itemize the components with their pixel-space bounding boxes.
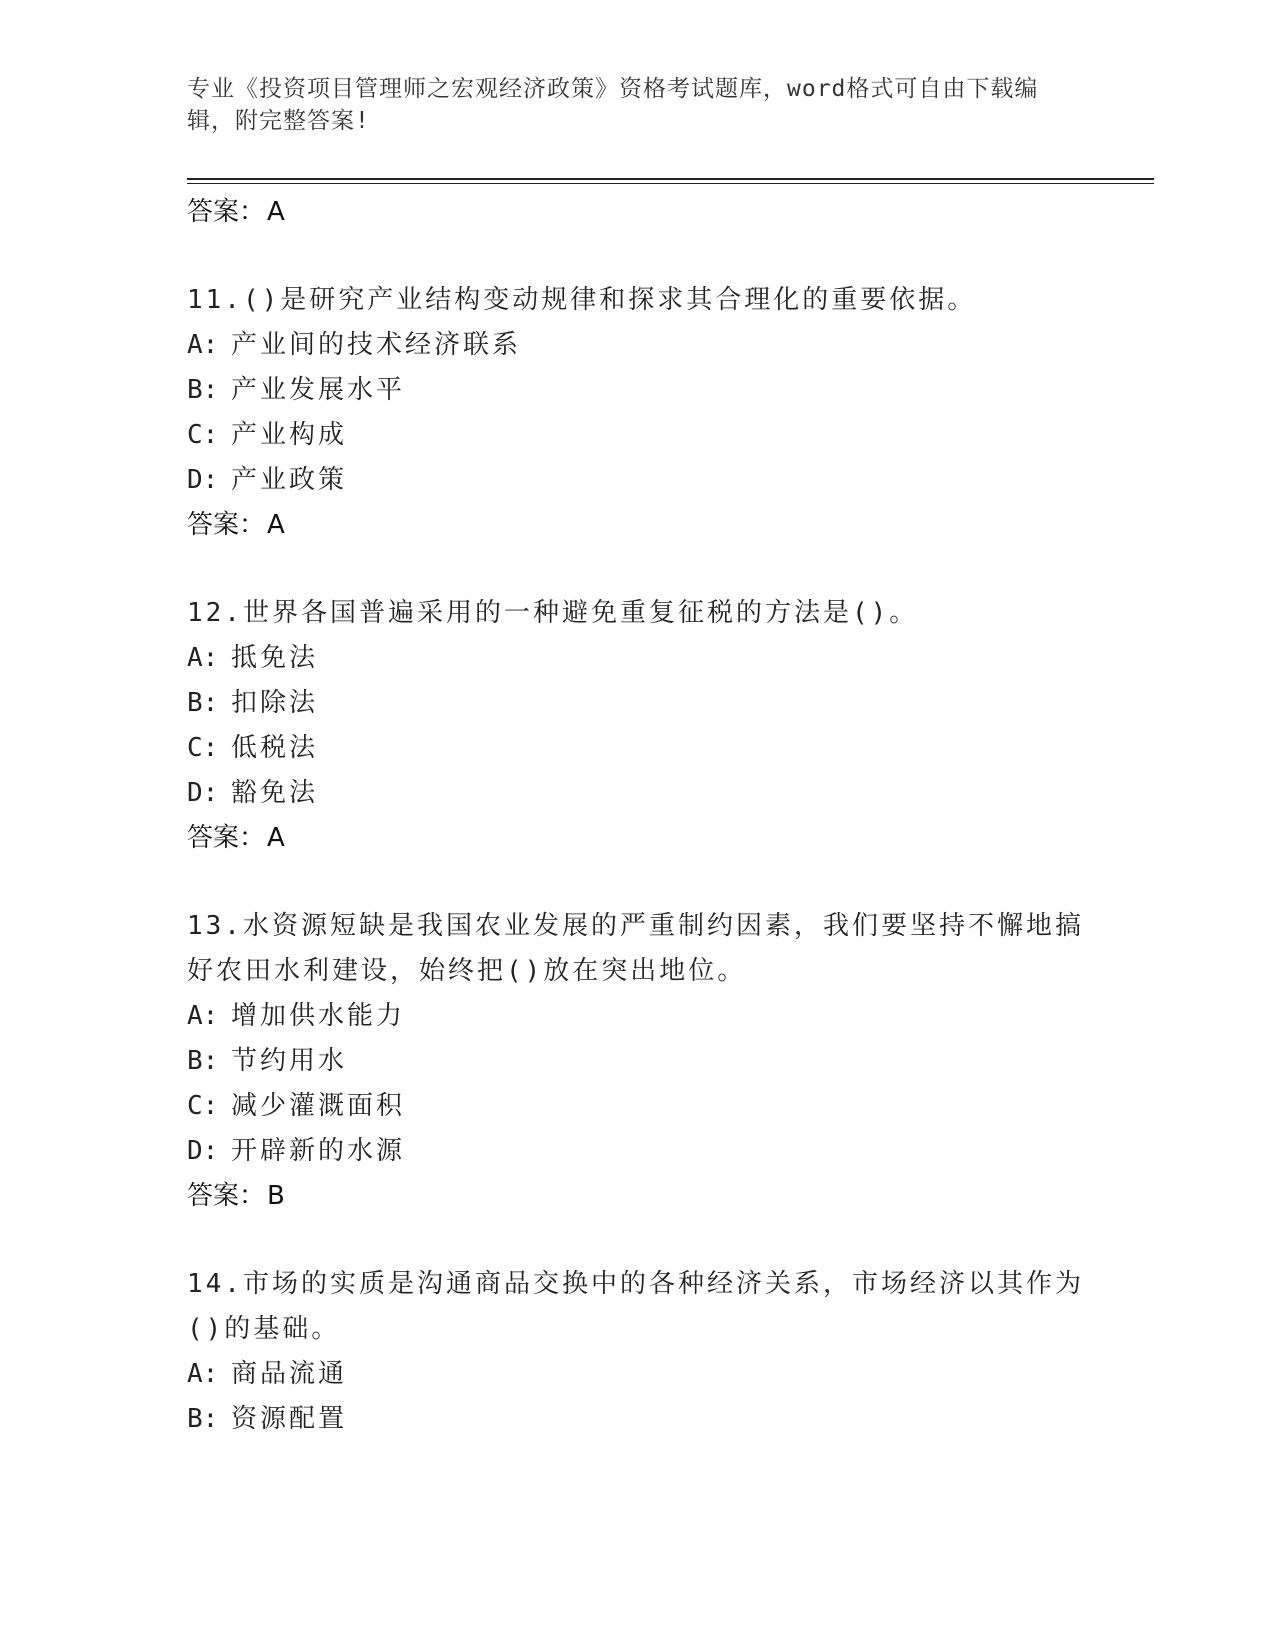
option-key: A: — [187, 643, 219, 673]
option-key: C: — [187, 1091, 219, 1121]
question-text: 13.水资源短缺是我国农业发展的严重制约因素，我们要坚持不懈地搞好农田水利建设，始终把()放在突出地位。 — [187, 911, 1084, 986]
option-text: 产业发展水平 — [231, 375, 406, 405]
option-d — [187, 1129, 1107, 1174]
answer-label: 答案： — [187, 510, 266, 540]
option-c — [187, 726, 1107, 771]
option-key: B: — [187, 1404, 219, 1434]
header-divider-thick — [187, 178, 1154, 180]
option-c — [187, 413, 1107, 458]
option-key: B: — [187, 375, 219, 405]
document-body — [187, 190, 1107, 1485]
option-text: 低税法 — [231, 733, 319, 763]
answer-label: 答案： — [187, 823, 266, 853]
question-block — [187, 591, 1107, 861]
answer-value: A — [267, 510, 285, 540]
option-text: 开辟新的水源 — [231, 1136, 406, 1166]
question-block — [187, 904, 1107, 1219]
option-c — [187, 1084, 1107, 1129]
option-key: B: — [187, 688, 219, 718]
question-block — [187, 1262, 1107, 1442]
option-b — [187, 1039, 1107, 1084]
option-text: 商品流通 — [231, 1359, 348, 1389]
answer-line — [187, 816, 1107, 861]
option-b — [187, 1397, 1107, 1442]
option-key: D: — [187, 465, 219, 495]
option-key: A: — [187, 1001, 219, 1031]
header-divider-thin — [187, 183, 1154, 184]
option-key: A: — [187, 1359, 219, 1389]
question-block — [187, 278, 1107, 548]
option-key: C: — [187, 420, 219, 450]
option-text: 产业间的技术经济联系 — [231, 330, 522, 360]
answer-value: B — [267, 1181, 285, 1211]
answer-line — [187, 1174, 1107, 1219]
option-key: D: — [187, 1136, 219, 1166]
option-a — [187, 323, 1107, 368]
answer-label: 答案： — [187, 197, 266, 227]
option-text: 节约用水 — [231, 1046, 348, 1076]
option-b — [187, 681, 1107, 726]
answer-line — [187, 503, 1107, 548]
option-text: 减少灌溉面积 — [231, 1091, 406, 1121]
answer-value: A — [267, 823, 285, 853]
document-header: 专业《投资项目管理师之宏观经济政策》资格考试题库，word格式可自由下载编辑，附完整答案! — [187, 76, 1039, 134]
option-a — [187, 1352, 1107, 1397]
option-key: C: — [187, 733, 219, 763]
option-a — [187, 994, 1107, 1039]
answer-line — [187, 190, 1107, 235]
question-text: 11.()是研究产业结构变动规律和探求其合理化的重要依据。 — [187, 285, 977, 315]
option-text: 增加供水能力 — [231, 1001, 406, 1031]
option-text: 资源配置 — [231, 1404, 348, 1434]
option-d — [187, 458, 1107, 503]
option-text: 产业构成 — [231, 420, 348, 450]
option-text: 豁免法 — [231, 778, 319, 808]
option-key: B: — [187, 1046, 219, 1076]
answer-label: 答案： — [187, 1181, 266, 1211]
option-text: 抵免法 — [231, 643, 319, 673]
option-a — [187, 636, 1107, 681]
question-text: 12.世界各国普遍采用的一种避免重复征税的方法是()。 — [187, 598, 919, 628]
option-text: 产业政策 — [231, 465, 348, 495]
option-b — [187, 368, 1107, 413]
option-text: 扣除法 — [231, 688, 319, 718]
option-d — [187, 771, 1107, 816]
option-key: D: — [187, 778, 219, 808]
answer-value: A — [267, 197, 285, 227]
question-text: 14.市场的实质是沟通商品交换中的各种经济关系，市场经济以其作为()的基础。 — [187, 1269, 1084, 1344]
option-key: A: — [187, 330, 219, 360]
